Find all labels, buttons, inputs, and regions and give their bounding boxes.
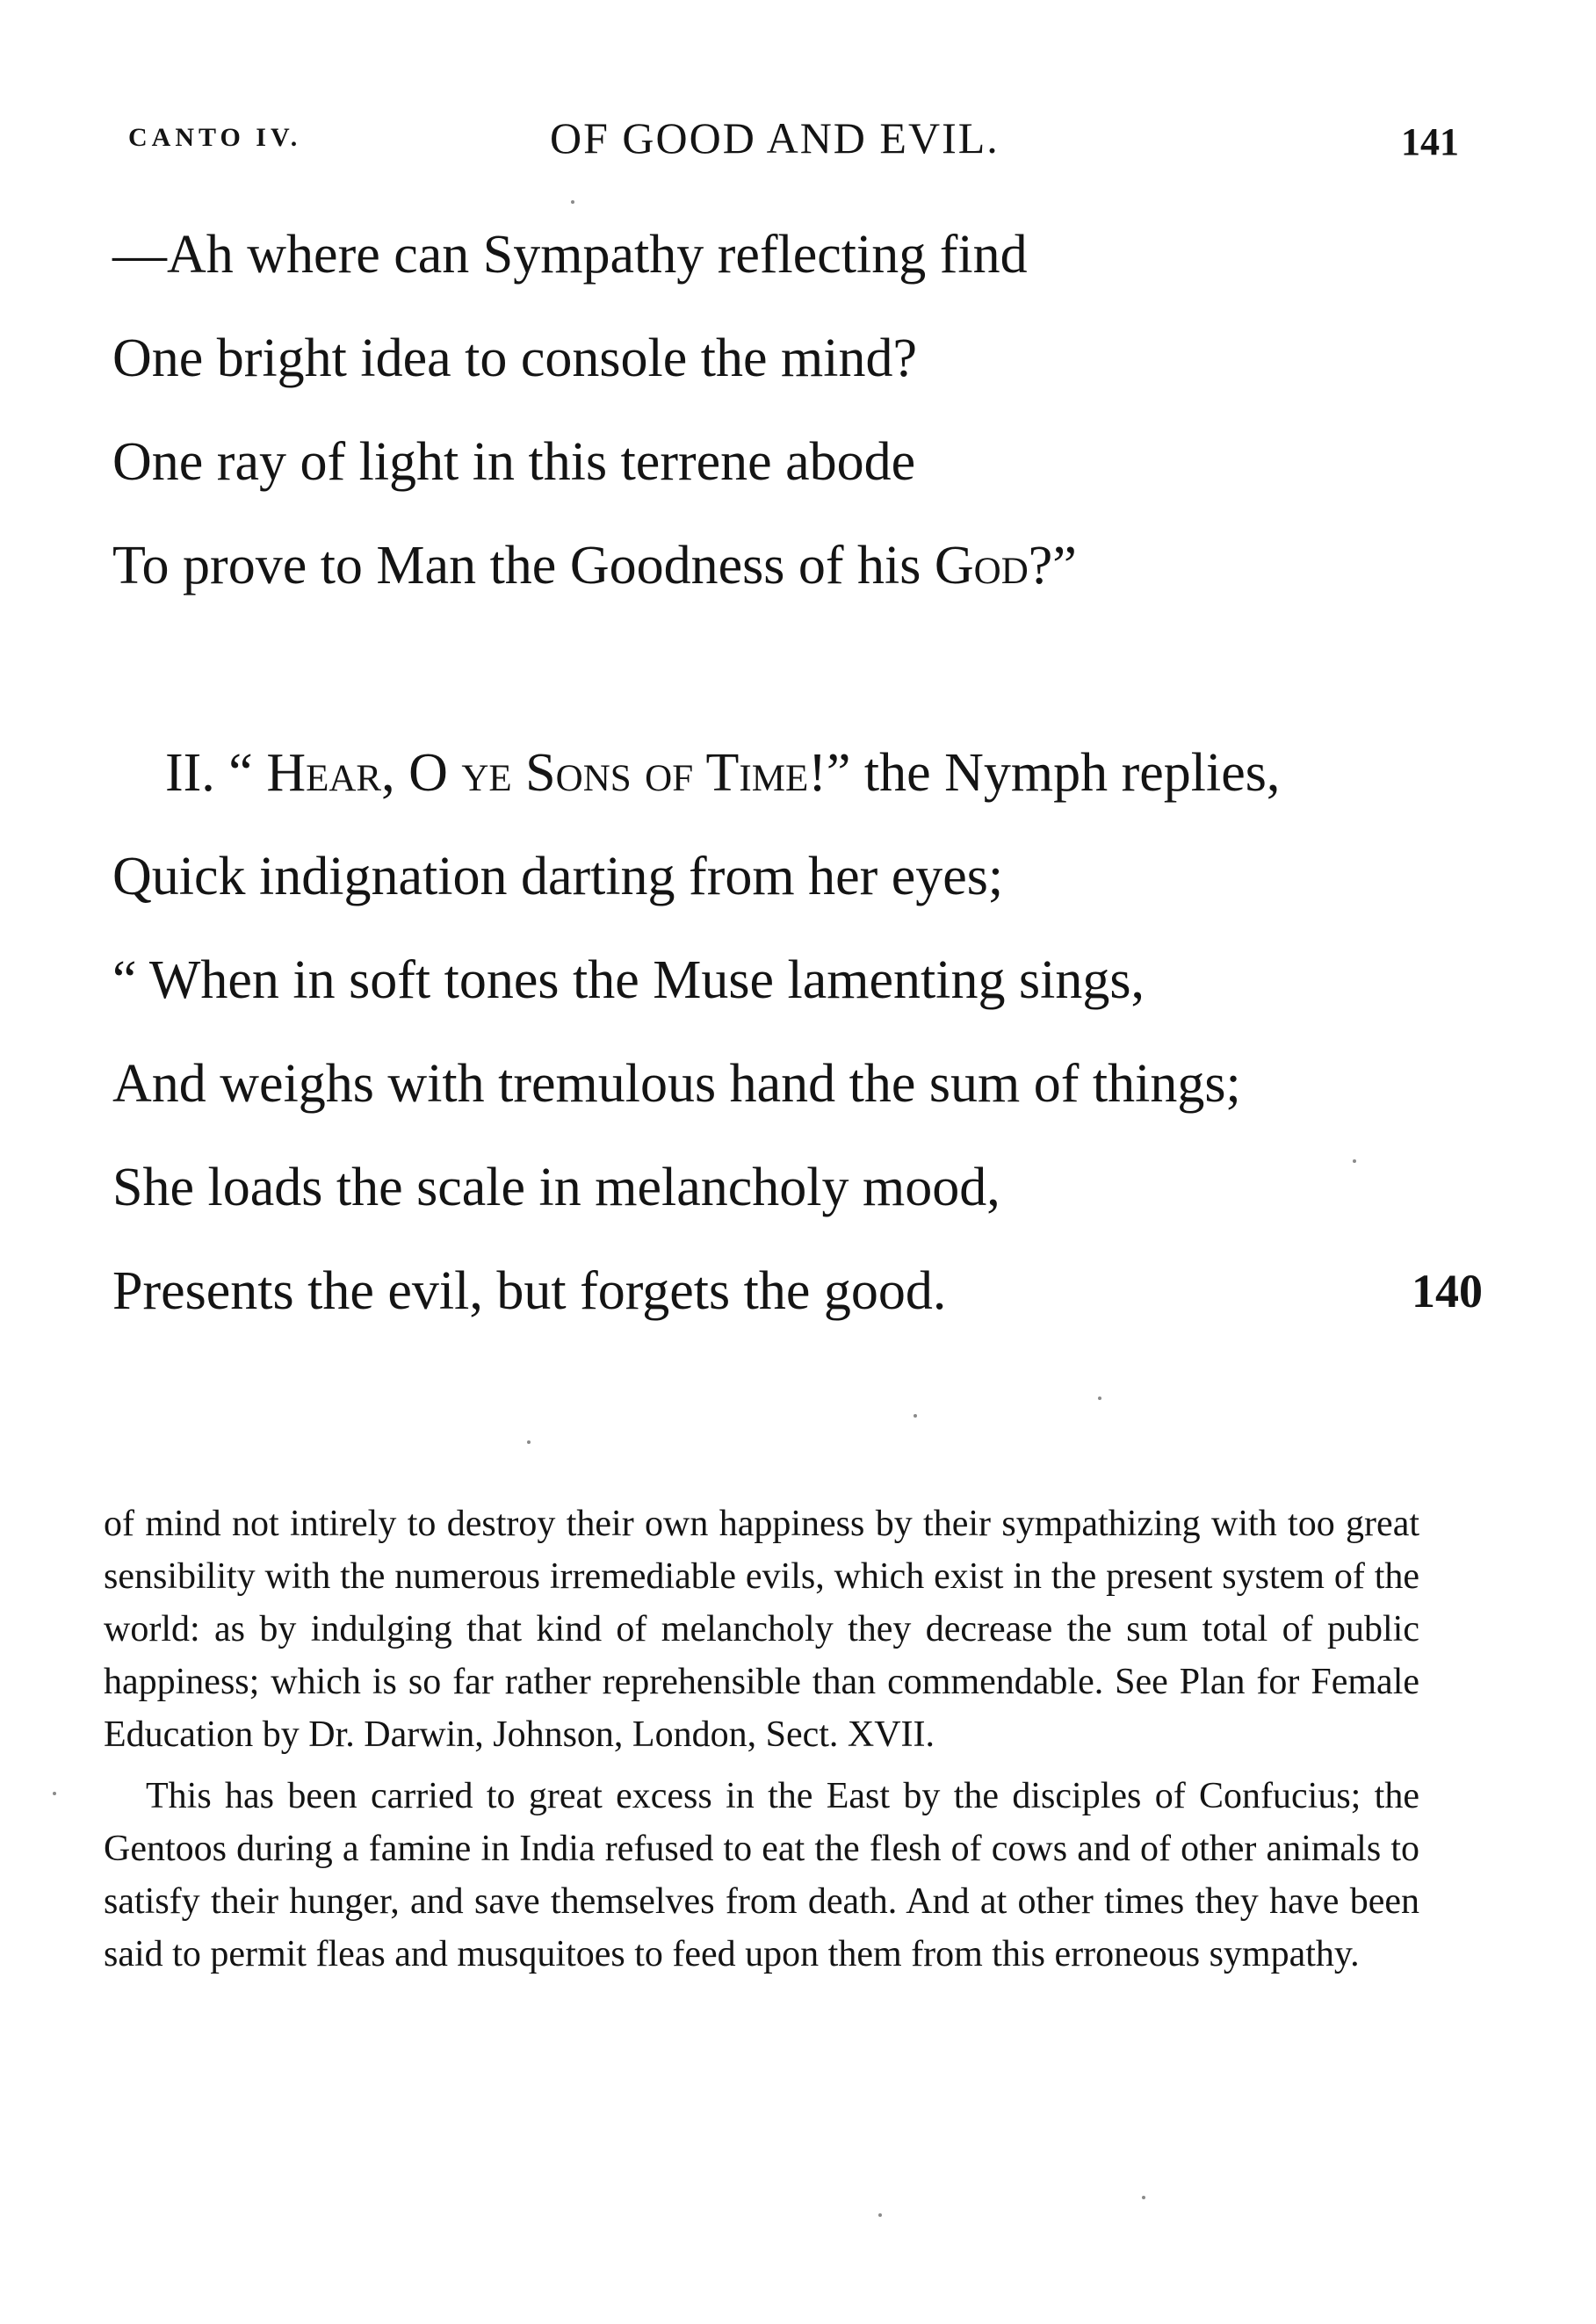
speck — [1353, 1159, 1356, 1163]
verse-line: Presents the evil, but forgets the good. — [112, 1261, 947, 1321]
small-caps-address: Hear, O ye Sons of Time — [266, 743, 809, 803]
page-number: 141 — [1401, 120, 1459, 163]
verse-line: One ray of light in this terrene abode — [112, 432, 916, 492]
chapter-title: OF GOOD AND EVIL. — [550, 113, 1000, 162]
small-caps-word: God — [934, 536, 1029, 595]
speck — [914, 1414, 917, 1418]
verse-line: “ When in soft tones the Muse lamenting sings, — [112, 950, 1145, 1010]
verse-line: One bright idea to console the mind? — [112, 328, 917, 388]
footnote-paragraph: This has been carried to great excess in the East by the disciples of Confucius; the Gentoos during a famine in India refused to eat the flesh of cows and of other animals to satisfy their hunger, and save themselves from death. And at other times they have been said to permit fleas and musquitoes to feed upon them from this erroneous sympathy. — [104, 1776, 1419, 1974]
canto-label: CANTO IV. — [128, 123, 302, 152]
footnote-paragraph: of mind not intirely to destroy their own happiness by their sympathizing with too great sensibility with the numerous irremediable evils, which exist in the present system of the world: as by indulging that kind of melancholy they decrease the sum total of public happiness; which is so far rather reprehensible than commendable. See Plan for Female Education by Dr. Darwin, Johnson, London, Sect. XVII. — [104, 1504, 1419, 1755]
speck — [878, 2213, 882, 2217]
verse-line: —Ah where can Sympathy reflecting find — [112, 225, 1028, 285]
line-number: 140 — [1412, 1265, 1483, 1317]
verse-text: ?” — [1028, 536, 1077, 595]
stanza-numeral: II. “ — [165, 743, 267, 803]
speck — [527, 1440, 531, 1444]
speck — [571, 200, 574, 204]
verse-line: Quick indignation darting from her eyes; — [112, 847, 1004, 906]
verse-line: And weighs with tremulous hand the sum of things; — [112, 1054, 1241, 1114]
running-header — [128, 112, 1459, 174]
speck — [1098, 1397, 1101, 1400]
speck — [1142, 2196, 1145, 2199]
footnotes — [104, 1498, 1419, 1981]
speck — [53, 1792, 56, 1795]
verse-text: !” the Nymph replies, — [808, 743, 1281, 803]
stanza-opening-line — [165, 729, 1280, 817]
verse-line: She loads the scale in melancholy mood, — [112, 1158, 1000, 1217]
verse-line — [112, 522, 1077, 610]
verse-text: To prove to Man the Goodness of his — [112, 536, 935, 595]
